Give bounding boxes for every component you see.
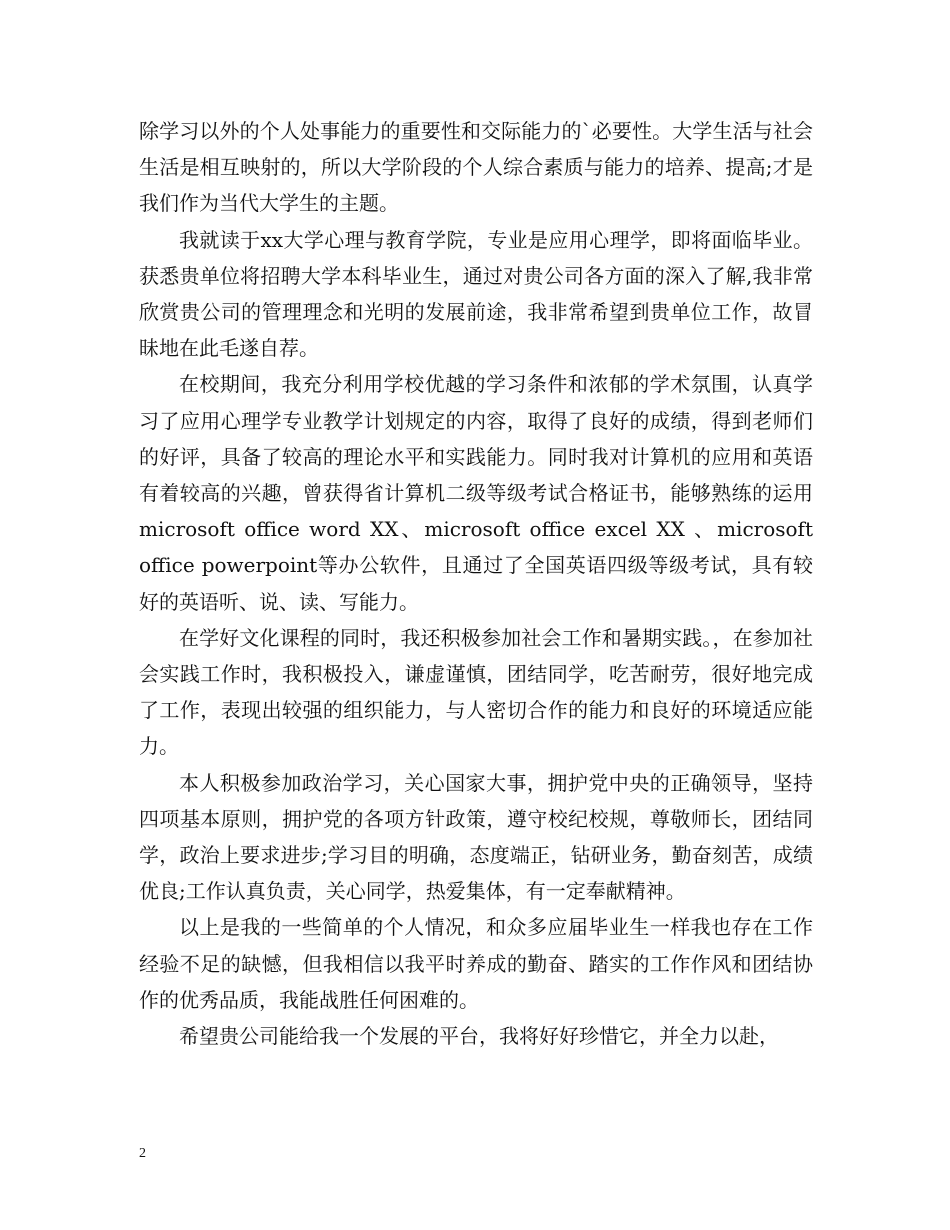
paragraph-practice: 在学好文化课程的同时，我还积极参加社会工作和暑期实践。，在参加社会实践工作时，我积极投入，谦虚谨慎，团结同学，吃苦耐劳，很好地完成了工作，表现出较强的组织能力，与人密切合作的能力和良好的环境适应能力。 — [139, 625, 813, 759]
paragraph-study: 在校期间，我充分利用学校优越的学习条件和浓郁的学术氛围，认真学习了应用心理学专业教学计划规定的内容，取得了良好的成绩，得到老师们的好评，具备了较高的理论水平和实践能力。同时我对计算机的应用和英语有着较高的兴趣，曾获得省计算机二级等级考试合格证书，能够熟练的运用microsoft office word XX、microsoft office excel XX 、microsoft office powerpoint等办公软件，且通过了全国英语四级等级考试，具有较好的英语听、说、读、写能力。 — [139, 372, 813, 614]
document-body — [139, 113, 813, 1054]
paragraph-summary: 以上是我的一些简单的个人情况，和众多应届毕业生一样我也存在工作经验不足的缺憾，但我相信以我平时养成的勤奋、踏实的工作作风和团结协作的优秀品质，我能战胜任何困难的。 — [139, 915, 813, 1012]
page-number: 2 — [139, 1146, 146, 1161]
paragraph-politics: 本人积极参加政治学习，关心国家大事，拥护党中央的正确领导，坚持四项基本原则，拥护党的各项方针政策，遵守校纪校规，尊敬师长，团结同学，政治上要求进步;学习目的明确，态度端正，钻研业务，勤奋刻苦，成绩优良;工作认真负责，关心同学，热爱集体，有一定奉献精神。 — [139, 770, 813, 904]
paragraph-continuation: 除学习以外的个人处事能力的重要性和交际能力的`必要性。大学生活与社会生活是相互映射的，所以大学阶段的个人综合素质与能力的培养、提高;才是我们作为当代大学生的主题。 — [139, 119, 813, 216]
paragraph-hope: 希望贵公司能给我一个发展的平台，我将好好珍惜它，并全力以赴， — [179, 1024, 779, 1049]
paragraph-enrollment: 我就读于xx大学心理与教育学院，专业是应用心理学，即将面临毕业。获悉贵单位将招聘大学本科毕业生，通过对贵公司各方面的深入了解,我非常欣赏贵公司的管理理念和光明的发展前途，我非常希望到贵单位工作，故冒昧地在此毛遂自荐。 — [139, 227, 813, 361]
